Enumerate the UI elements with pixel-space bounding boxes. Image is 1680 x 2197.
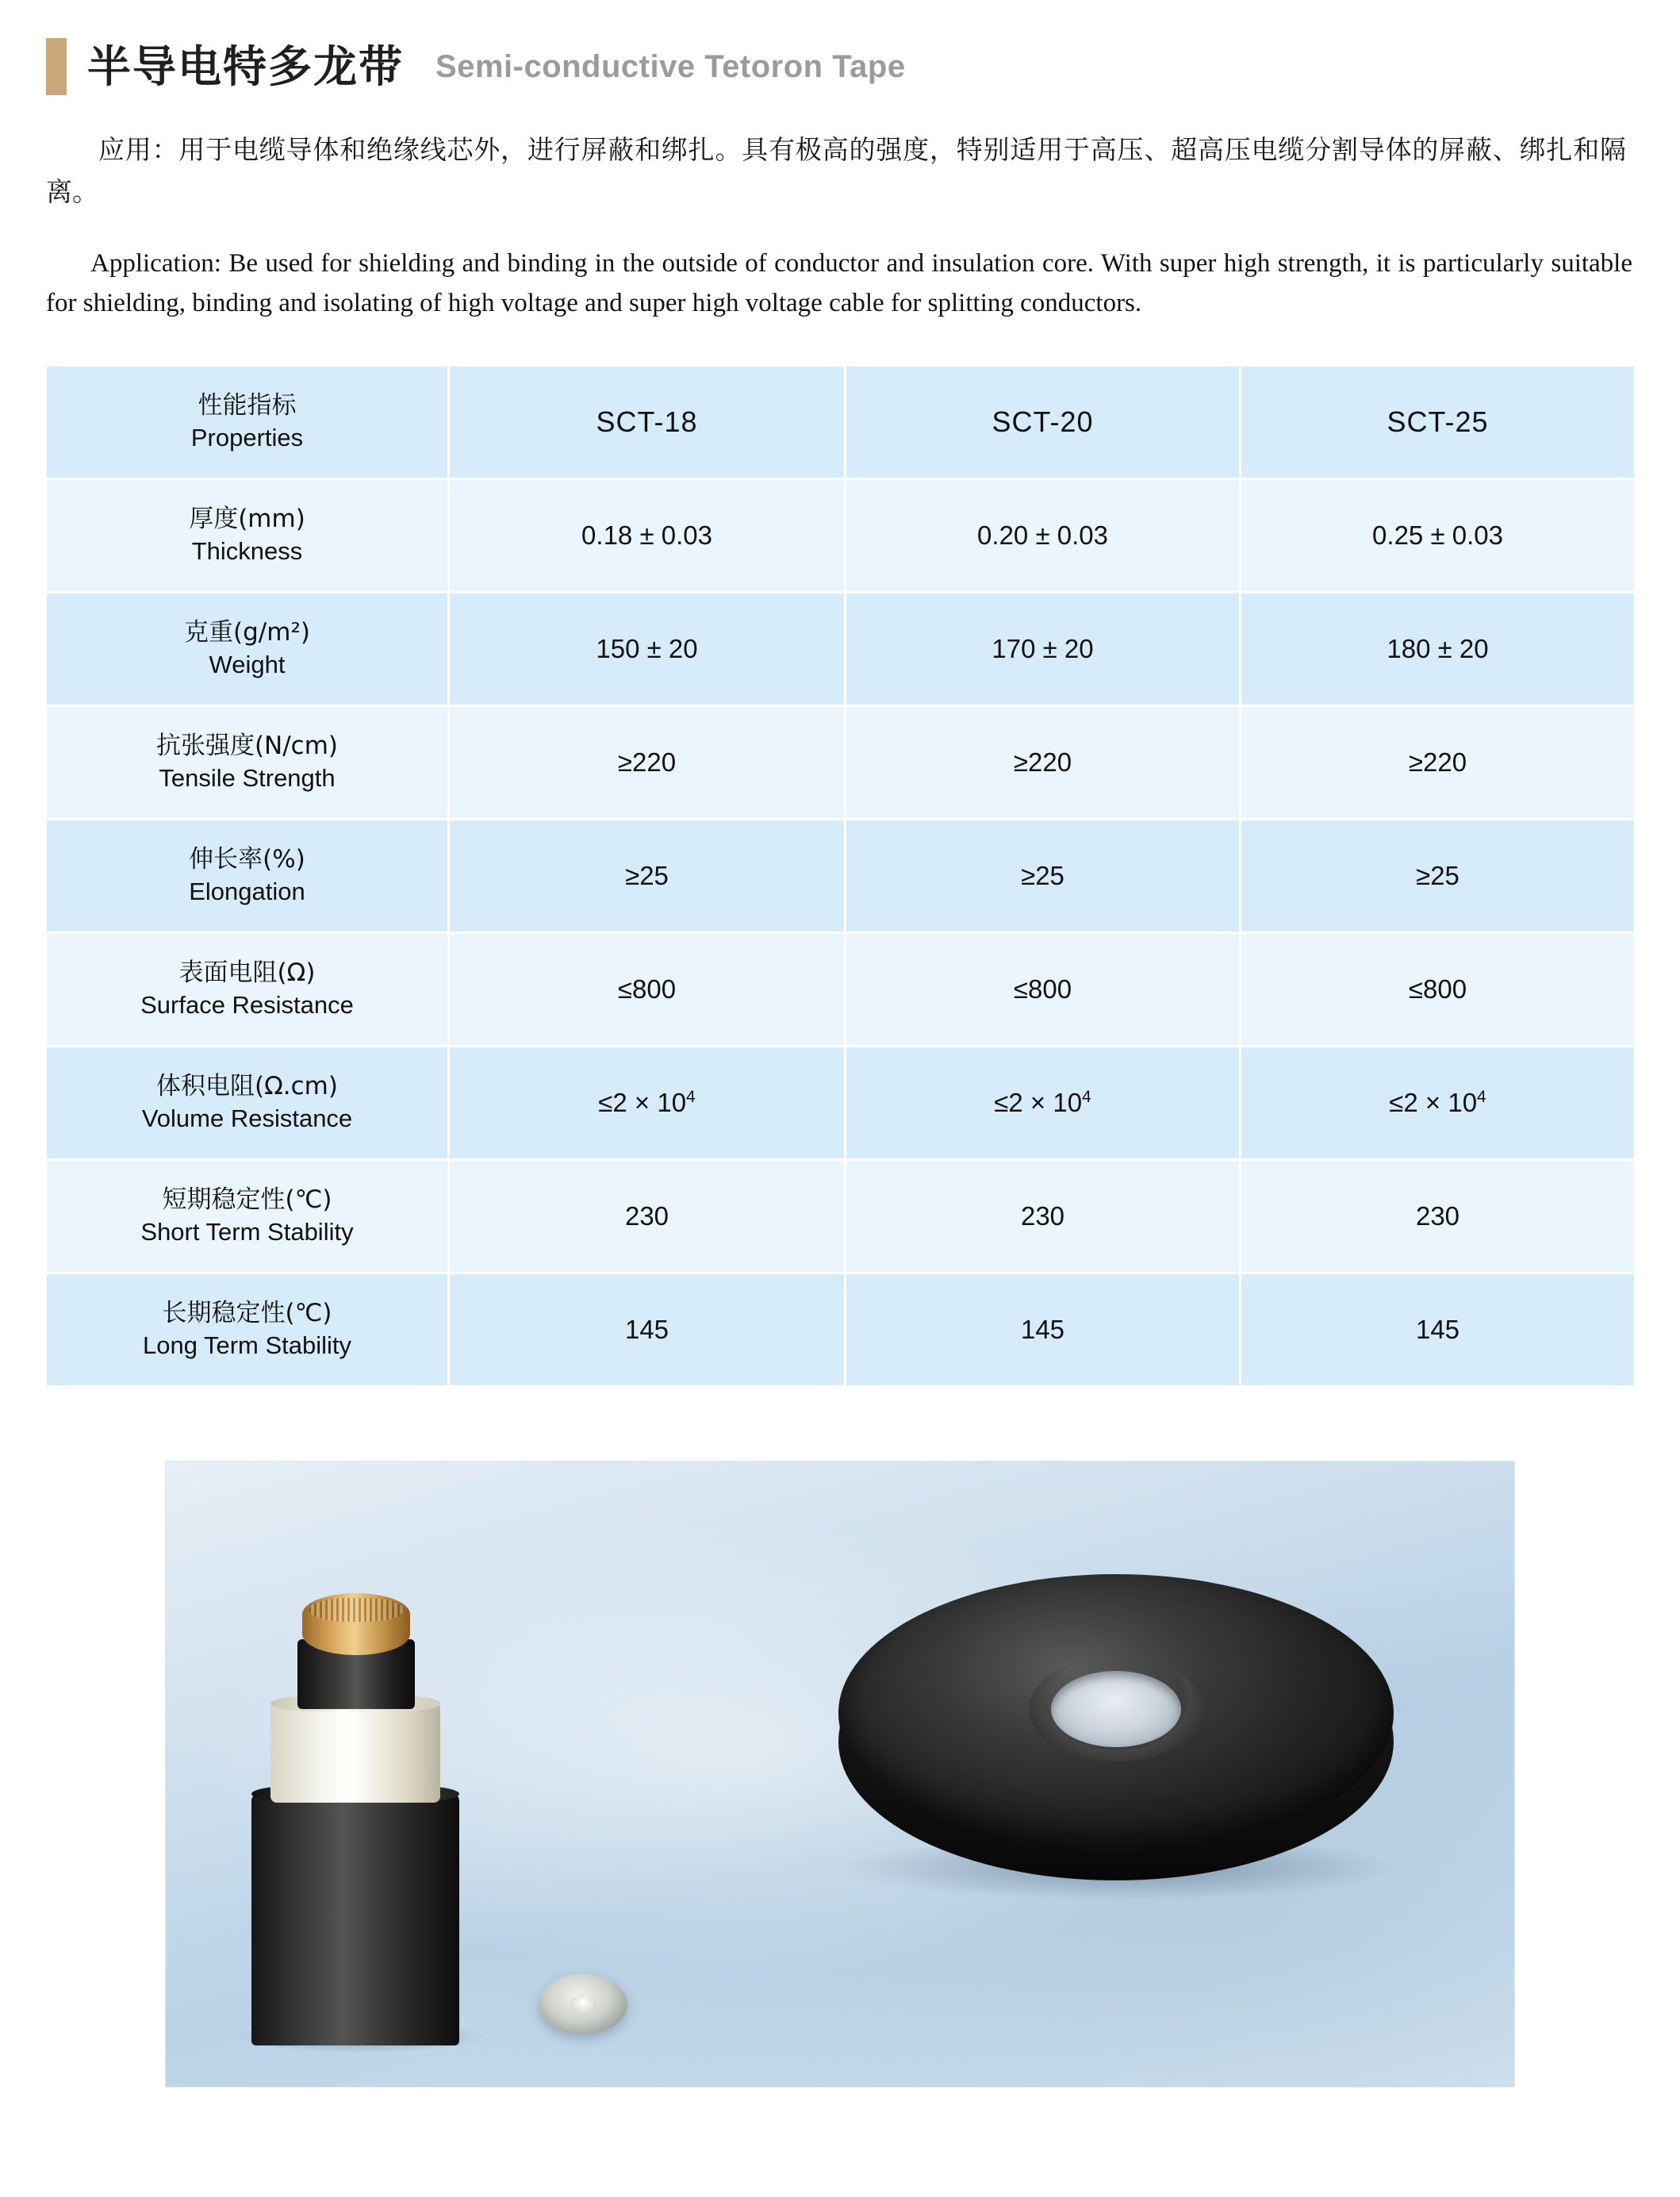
- cell-value: [1241, 933, 1636, 1047]
- table-row: [46, 479, 1636, 593]
- value-text: 170 ± 20: [992, 634, 1094, 664]
- cell-value: [1241, 1160, 1636, 1273]
- value-base: ≤2 × 10: [994, 1088, 1083, 1118]
- header-label-en: Properties: [190, 424, 304, 452]
- row-label-cn: 克重(g/m²): [184, 618, 310, 647]
- value-text: ≥25: [625, 861, 669, 891]
- value-text: ≤800: [1408, 974, 1467, 1004]
- row-label-short-term-stability: [46, 1160, 449, 1273]
- cell-value: [846, 706, 1241, 820]
- cell-value: [846, 479, 1241, 593]
- header-cell-properties: [46, 366, 449, 479]
- value-text: 145: [624, 1315, 669, 1345]
- cable-insulation-layer: [270, 1703, 440, 1803]
- cell-value: [1241, 479, 1636, 593]
- value-text: 150 ± 20: [596, 634, 698, 664]
- cell-value: [449, 820, 846, 933]
- value-text: [598, 1088, 695, 1117]
- cell-value: [1241, 1273, 1636, 1387]
- column-title-3: SCT-25: [1387, 405, 1489, 439]
- cable-copper-conductor: [302, 1593, 410, 1655]
- column-title-1: SCT-18: [596, 405, 698, 439]
- row-label-cn: 抗张强度(N/cm): [155, 732, 339, 761]
- row-label-en: Long Term Stability: [142, 1331, 352, 1360]
- cell-value: [449, 933, 846, 1047]
- application-paragraph-english: Application: Be used for shielding and binding in the outside of conductor and insulation core. With super high strength, it is particularly suitable for shielding, binding and isolating of high voltage and super high voltage cable for splitting conductors.: [46, 248, 1632, 318]
- application-paragraph-chinese: 应用：用于电缆导体和绝缘线芯外，进行屏蔽和绑扎。具有极高的强度，特别适用于高压、超高压电缆分割导体的屏蔽、绑扎和隔离。: [46, 134, 1626, 208]
- value-text: ≥220: [1013, 747, 1072, 778]
- row-label-cn: 厚度(mm): [189, 505, 305, 534]
- cell-value: [449, 479, 846, 593]
- header-label-cn: 性能指标: [198, 391, 297, 421]
- row-label-en: Weight: [209, 651, 286, 679]
- value-text: 0.20 ± 0.03: [977, 520, 1108, 551]
- spec-table-wrapper: [44, 364, 1636, 1388]
- cell-value: [449, 706, 846, 820]
- value-text: ≥25: [1416, 861, 1459, 891]
- row-label-en: Elongation: [189, 878, 305, 906]
- value-text: 0.25 ± 0.03: [1372, 520, 1503, 551]
- value-base: ≤2 × 10: [1389, 1088, 1478, 1118]
- table-row: [46, 1273, 1636, 1387]
- table-row: [46, 1047, 1636, 1160]
- value-exponent: 4: [686, 1088, 696, 1107]
- value-text: 230: [624, 1201, 669, 1231]
- tape-reel-image: [838, 1574, 1394, 1915]
- table-row: [46, 1160, 1636, 1273]
- cell-value: [846, 1160, 1241, 1273]
- page-title: [0, 0, 1680, 95]
- value-text: ≥220: [1408, 747, 1467, 778]
- table-row: [46, 706, 1636, 820]
- row-label-cn: 伸长率(%): [189, 845, 305, 874]
- value-text: ≤800: [617, 974, 677, 1004]
- value-text: 0.18 ± 0.03: [581, 520, 712, 551]
- value-text: 180 ± 20: [1387, 634, 1489, 664]
- value-base: ≤2 × 10: [598, 1088, 687, 1118]
- row-label-long-term-stability: [46, 1273, 449, 1387]
- row-label-elongation: [46, 820, 449, 933]
- cell-value: [1241, 593, 1636, 706]
- header-cell-col2: [846, 366, 1241, 479]
- cable-outer-sheath: [251, 1793, 459, 2045]
- row-label-cn: 表面电阻(Ω): [178, 958, 316, 988]
- row-label-en: Volume Resistance: [141, 1104, 353, 1133]
- row-label-thickness: [46, 479, 449, 593]
- cell-value: [449, 1160, 846, 1273]
- row-label-cn: 短期稳定性(℃): [162, 1185, 332, 1215]
- value-exponent: 4: [1082, 1088, 1091, 1107]
- row-label-en: Surface Resistance: [140, 991, 354, 1020]
- row-label-weight: [46, 593, 449, 706]
- cell-value: [846, 820, 1241, 933]
- title-english: Semi-conductive Tetoron Tape: [435, 49, 906, 84]
- value-exponent: 4: [1477, 1088, 1486, 1107]
- cell-value: [846, 1047, 1241, 1160]
- header-cell-col1: [449, 366, 846, 479]
- header-cell-col3: [1241, 366, 1636, 479]
- value-text: ≥220: [617, 747, 677, 778]
- cell-value: [449, 593, 846, 706]
- value-text: ≤800: [1013, 974, 1072, 1004]
- value-text: 145: [1020, 1315, 1065, 1345]
- row-label-surface-resistance: [46, 933, 449, 1047]
- value-text: 230: [1415, 1201, 1460, 1231]
- table-row: [46, 933, 1636, 1047]
- cell-value: [449, 1047, 846, 1160]
- row-label-en: Tensile Strength: [159, 764, 336, 793]
- table-header-row: [46, 366, 1636, 479]
- value-text: ≥25: [1021, 861, 1064, 891]
- cell-value: [846, 593, 1241, 706]
- cell-value: [449, 1273, 846, 1387]
- row-label-en: Thickness: [191, 537, 303, 566]
- cell-value: [1241, 706, 1636, 820]
- title-accent-bar: [46, 38, 67, 95]
- value-text: 145: [1415, 1315, 1460, 1345]
- row-label-cn: 体积电阻(Ω.cm): [156, 1072, 338, 1101]
- row-label-en: Short Term Stability: [140, 1218, 354, 1246]
- value-text: [1389, 1088, 1486, 1117]
- reel-center-hole: [1051, 1671, 1181, 1747]
- row-label-volume-resistance: [46, 1047, 449, 1160]
- cable-sample-image: [251, 1569, 497, 2045]
- title-chinese: 半导电特多龙带: [87, 40, 405, 92]
- row-label-cn: 长期稳定性(℃): [162, 1299, 332, 1328]
- table-row: [46, 820, 1636, 933]
- cell-value: [846, 933, 1241, 1047]
- tape-sample-small: [539, 1974, 627, 2034]
- product-photo: [165, 1461, 1515, 2088]
- spec-table: [44, 364, 1636, 1388]
- cell-value: [846, 1273, 1241, 1387]
- table-row: [46, 593, 1636, 706]
- value-text: [994, 1088, 1091, 1117]
- cell-value: [1241, 820, 1636, 933]
- row-label-tensile-strength: [46, 706, 449, 820]
- value-text: 230: [1020, 1201, 1065, 1231]
- cell-value: [1241, 1047, 1636, 1160]
- column-title-2: SCT-20: [992, 405, 1094, 439]
